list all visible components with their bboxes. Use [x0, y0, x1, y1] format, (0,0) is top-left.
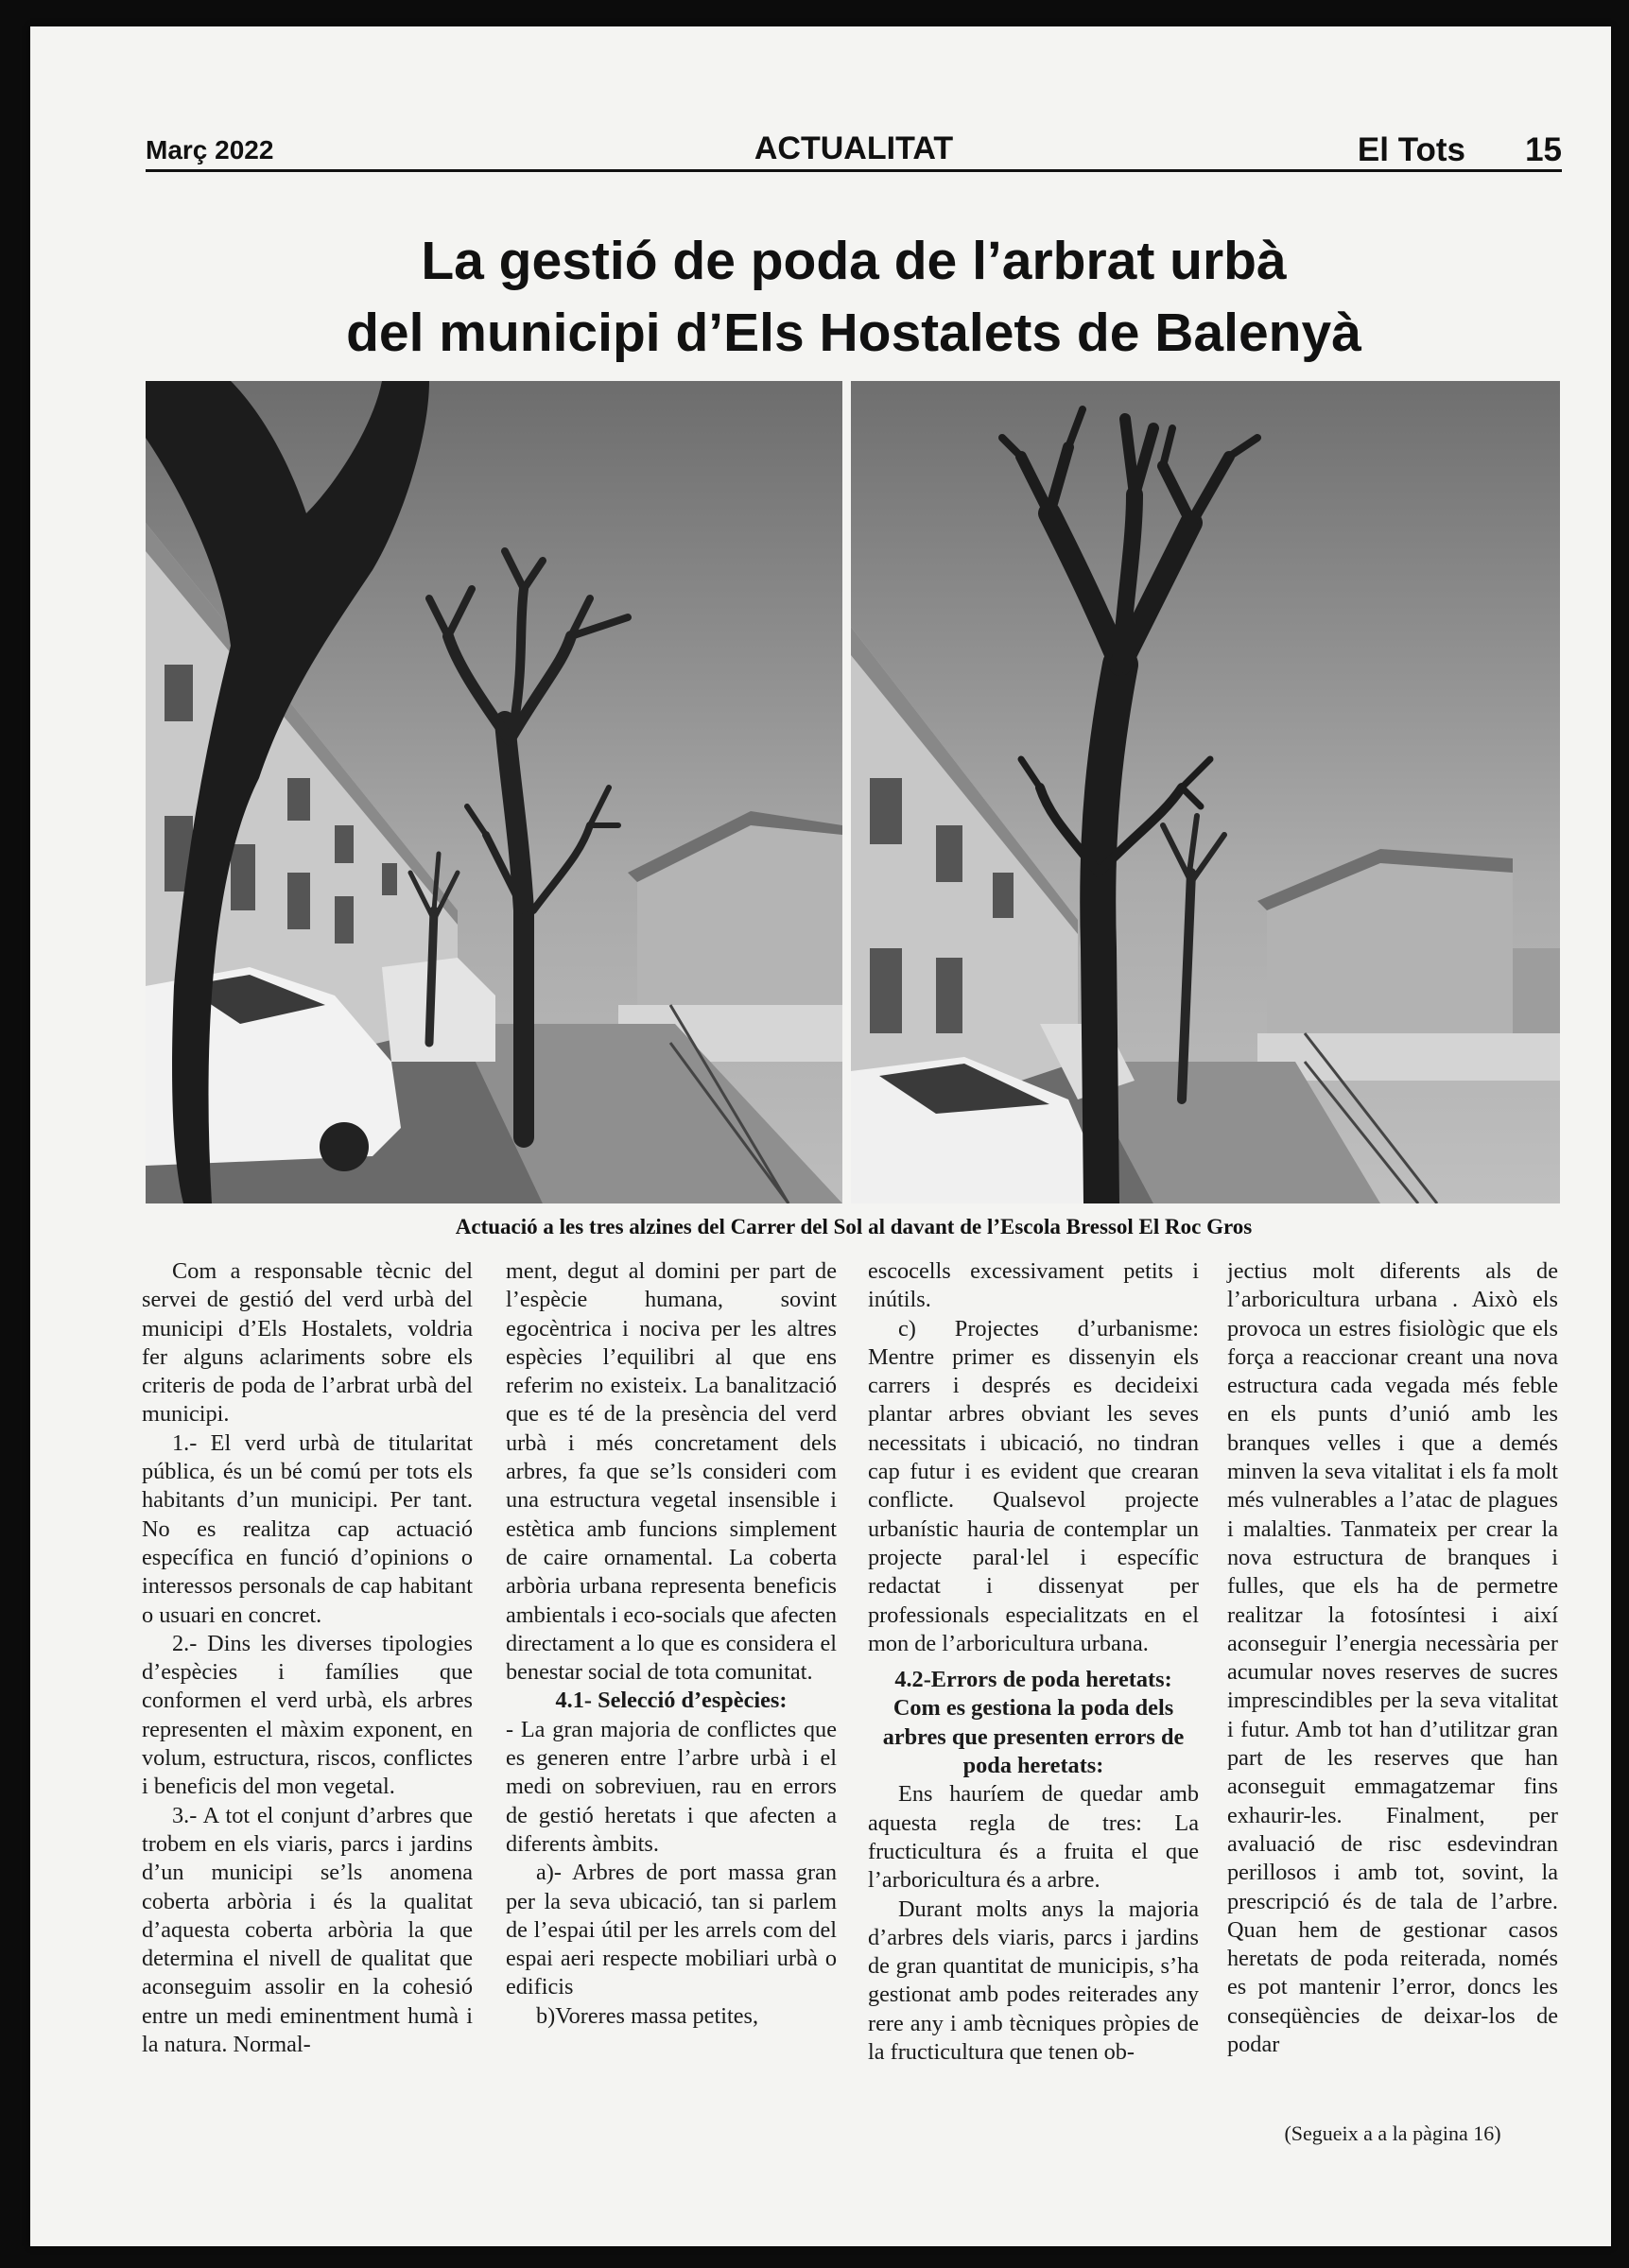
street-trees-photo-right — [851, 381, 1560, 1203]
article-column-1 — [142, 1257, 473, 2059]
paragraph: c) Projectes d’urbanisme: Mentre primer es dissenyin els carrers i després es decideixi plantar arbres obviant les seves necessitats i ubicació, no tindran cap futur i es evident que crearan conflicte. Qualsevol projecte urbanístic hauria de contemplar un projecte paral·lel i específic redactat i dissenyat per professionals especialitzats en el mon de l’arboricultura urbana. — [868, 1315, 1199, 1656]
paragraph: a)- Arbres de port massa gran per la seva ubicació, tan si parlem de l’espai útil per les arrels com del espai aeri respecte mobiliari urbà o edificis — [506, 1860, 837, 2000]
article-column-3 — [868, 1257, 1199, 2067]
paragraph: ment, degut al domini per part de l’espècie humana, sovint egocèntrica i nociva per les altres espècies l’equilibri al que ens referim no existeix. La banalització que es té de la presència del verd urbà i més concretament dels arbres, fa que se’ls consideri com una estructura vegetal insensible i estètica amb funcions simplement de caire ornamental. La coberta arbòria urbana representa beneficis ambientals i eco-socials que afecten directament a lo que es considera el benestar social de tota comunitat. — [506, 1258, 837, 1686]
page-number: 15 — [1525, 131, 1562, 168]
photo-caption: Actuació a les tres alzines del Carrer del Sol al davant de l’Escola Bressol El Roc Gros — [455, 1215, 1253, 1238]
paragraph: b)Voreres massa petites, — [536, 2002, 759, 2029]
paragraph: escocells excessivament petits i inútils. — [868, 1258, 1199, 1313]
paragraph: Ens hauríem de quedar amb aquesta regla de tres: La fructicultura és a fruita el que l’arboricultura és a arbre. — [868, 1781, 1199, 1894]
continuation-note: (Segueix a a la pàgina 16) — [1284, 2121, 1501, 2145]
street-trees-photo-left — [146, 381, 842, 1203]
paragraph: 1.- El verd urbà de titularitat pública, és un bé comú per tots els habitants d’un municipi. Per tant. No es realitza cap actuació específica en funció d’opinions o interessos personals de cap habitant o usuari en concret. — [142, 1429, 473, 1628]
paragraph: - La gran majoria de conflictes que es generen entre l’arbre urbà i el medi on sobreviuen, rau en errors de gestió heretats i que afecten a diferents àmbits. — [506, 1716, 837, 1857]
article-column-4 — [1227, 1257, 1558, 2059]
newspaper-page — [30, 26, 1611, 2246]
title-line-1: La gestió de poda de l’arbrat urbà — [421, 231, 1287, 291]
paragraph: Com a responsable tècnic del servei de gestió del verd urbà del municipi d’Els Hostalets, voldria fer alguns aclariments sobre els criteris de poda de l’arbrat urbà del municipi. — [142, 1258, 473, 1428]
subheading: Com es gestiona la poda dels arbres que presenten errors de poda heretats: — [882, 1695, 1185, 1779]
paragraph: jectius molt diferents als de l’arboricultura urbana . Això els provoca un estres fisiològic que els força a reaccionar creant una nova estructura cada vegada més feble en els punts d’unió amb les branques velles i que a demés minven la seva vitalitat i els fa molt més vulnerables a l’atac de plagues i malalties. Tanmateix per crear la nova estructura de branques i fulles, que els ha de permetre realitzar la fotosíntesi i així aconseguir l’energia necessària per acumular noves reserves de sucres imprescindibles per la seva vitalitat i futur. Amb tot han d’utilitzar gran part de les reserves que han aconseguit emmagatzemar fins exhaurir-les. Finalment, per avaluació de risc esdevindran perillosos i amb tot, sovint, la prescripció és de tala de l’arbre. Quan hem de gestionar casos heretats de poda reiterada, només es pot mantenir l’error, doncs les conseqüències de deixar-los de podar — [1227, 1258, 1558, 2058]
section-heading: 4.1- Selecció d’espècies: — [555, 1688, 788, 1714]
article-column-2 — [506, 1257, 837, 2031]
section-heading: 4.2-Errors de poda heretats: — [894, 1667, 1172, 1693]
paragraph: 3.- A tot el conjunt d’arbres que trobem en els viaris, parcs i jardins d’un municipi se’ls anomena coberta arbòria i és la qualitat d’aquesta coberta arbòria la que determina el nivell de qualitat que aconseguim assolir en la cohesió entre un medi eminentment humà i la natura. Normal- — [142, 1802, 473, 2058]
issue-date: Març 2022 — [146, 135, 274, 164]
title-line-2: del municipi d’Els Hostalets de Balenyà — [346, 303, 1361, 363]
paragraph: Durant molts anys la majoria d’arbres dels viaris, parcs i jardins de gran quantitat de municipis, s’ha gestionat amb podes reiterades any rere any i amb tècniques pròpies de la fructicultura que tenen ob- — [868, 1896, 1199, 2066]
page-header — [146, 126, 1562, 172]
section-title: ACTUALITAT — [754, 130, 954, 166]
publication-name: El Tots — [1357, 131, 1465, 168]
paragraph: 2.- Dins les diverses tipologies d’espècies i famílies que conformen el verd urbà, els arbres representen el màxim exponent, en volum, estructura, riscos, conflictes i beneficis del mon vegetal. — [142, 1630, 473, 1800]
article-title — [146, 225, 1562, 369]
